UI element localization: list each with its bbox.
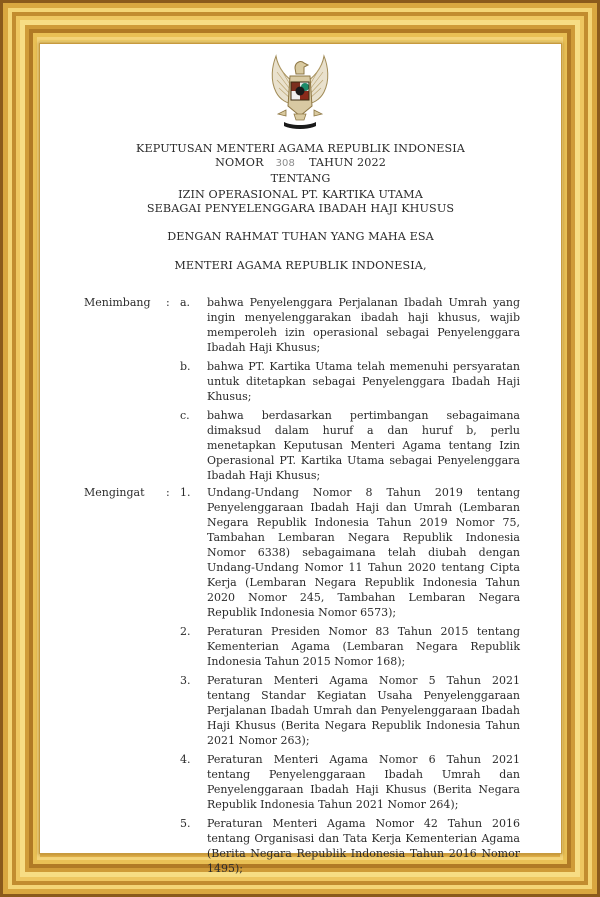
decree-number-line xyxy=(40,156,561,171)
decree-title: KEPUTUSAN MENTERI AGAMA REPUBLIK INDONESIA xyxy=(136,142,465,155)
item-mark: 2. xyxy=(180,625,191,638)
item-text: Peraturan Presiden Nomor 83 Tahun 2015 tentang Kementerian Agama (Lembaran Negara Republik Indonesia Tahun 2015 Nomor 168); xyxy=(207,625,520,668)
item-mark: 1. xyxy=(180,486,191,499)
mengingat-label: Mengingat xyxy=(84,486,145,499)
mengingat-colon: : xyxy=(166,486,170,499)
mengingat-item xyxy=(84,816,524,876)
item-text: Peraturan Menteri Agama Nomor 5 Tahun 2021 tentang Standar Kegiatan Usaha Penyelenggaraan Perjalanan Ibadah Umrah dan Penyelenggaraan Ibadah Haji Khusus (Berita Negara Republik Indonesia Tahun 2021 Nomor 263); xyxy=(207,674,520,747)
tahun-label: TAHUN 2022 xyxy=(308,156,386,169)
garuda-emblem-icon xyxy=(264,54,336,134)
tentang-heading: TENTANG xyxy=(270,172,331,185)
item-text: Peraturan Menteri Agama Nomor 6 Tahun 2021 tentang Penyelenggaraan Ibadah Umrah dan Penyelenggaraan Ibadah Haji Khusus (Berita Negara Republik Indonesia Tahun 2021 Nomor 264); xyxy=(207,753,520,811)
menimbang-section xyxy=(84,295,524,483)
item-mark: 5. xyxy=(180,817,191,830)
item-mark: c. xyxy=(180,409,190,422)
item-text: bahwa berdasarkan pertimbangan sebagaimana dimaksud dalam huruf a dan huruf b, perlu menetapkan Keputusan Menteri Agama tentang Izin Operasional PT. Kartika Utama sebagai Penyelenggara Ibadah Haji Khusus; xyxy=(207,409,520,482)
subject-line-2: SEBAGAI PENYELENGGARA IBADAH HAJI KHUSUS xyxy=(146,202,455,215)
menimbang-item xyxy=(84,359,524,404)
item-mark: b. xyxy=(180,360,191,373)
menimbang-item xyxy=(84,408,524,483)
item-text: Peraturan Menteri Agama Nomor 42 Tahun 2016 tentang Organisasi dan Tata Kerja Kementerian Agama (Berita Negara Republik Indonesia Tahun 2016 Nomor 1495); xyxy=(207,817,520,875)
menteri-line: MENTERI AGAMA REPUBLIK INDONESIA, xyxy=(174,259,427,272)
item-text: bahwa Penyelenggara Perjalanan Ibadah Umrah yang ingin menyelenggarakan ibadah haji khusus, wajib memperoleh izin operasional sebagai Penyelenggara Ibadah Haji Khusus; xyxy=(207,296,520,354)
nomor-label: NOMOR xyxy=(215,156,264,169)
mengingat-section xyxy=(84,485,524,876)
menimbang-label: Menimbang xyxy=(84,296,151,309)
mengingat-item xyxy=(84,485,524,620)
rahmat-line: DENGAN RAHMAT TUHAN YANG MAHA ESA xyxy=(167,230,434,243)
subject-line-1: IZIN OPERASIONAL PT. KARTIKA UTAMA xyxy=(178,188,423,201)
handwritten-number: 308 xyxy=(275,158,295,169)
mengingat-item xyxy=(84,673,524,748)
mengingat-item xyxy=(84,624,524,669)
menimbang-colon: : xyxy=(166,296,170,309)
item-mark: a. xyxy=(180,296,191,309)
item-mark: 3. xyxy=(180,674,191,687)
item-text: Undang-Undang Nomor 8 Tahun 2019 tentang Penyelenggaraan Ibadah Haji dan Umrah (Lembaran Negara Republik Indonesia Tahun 2019 Nomor 75, Tambahan Lembaran Negara Republik Indonesia Nomor 6338) sebagaimana telah diubah dengan Undang-Undang Nomor 11 Tahun 2020 tentang Cipta Kerja (Lembaran Negara Republik Indonesia Tahun 2020 Nomor 245, Tambahan Lembaran Negara Republik Indonesia Nomor 6573); xyxy=(207,486,520,619)
item-mark: 4. xyxy=(180,753,191,766)
menimbang-item xyxy=(84,295,524,355)
item-text: bahwa PT. Kartika Utama telah memenuhi persyaratan untuk ditetapkan sebagai Penyelenggara Ibadah Haji Khusus; xyxy=(207,360,520,403)
mengingat-item xyxy=(84,752,524,812)
